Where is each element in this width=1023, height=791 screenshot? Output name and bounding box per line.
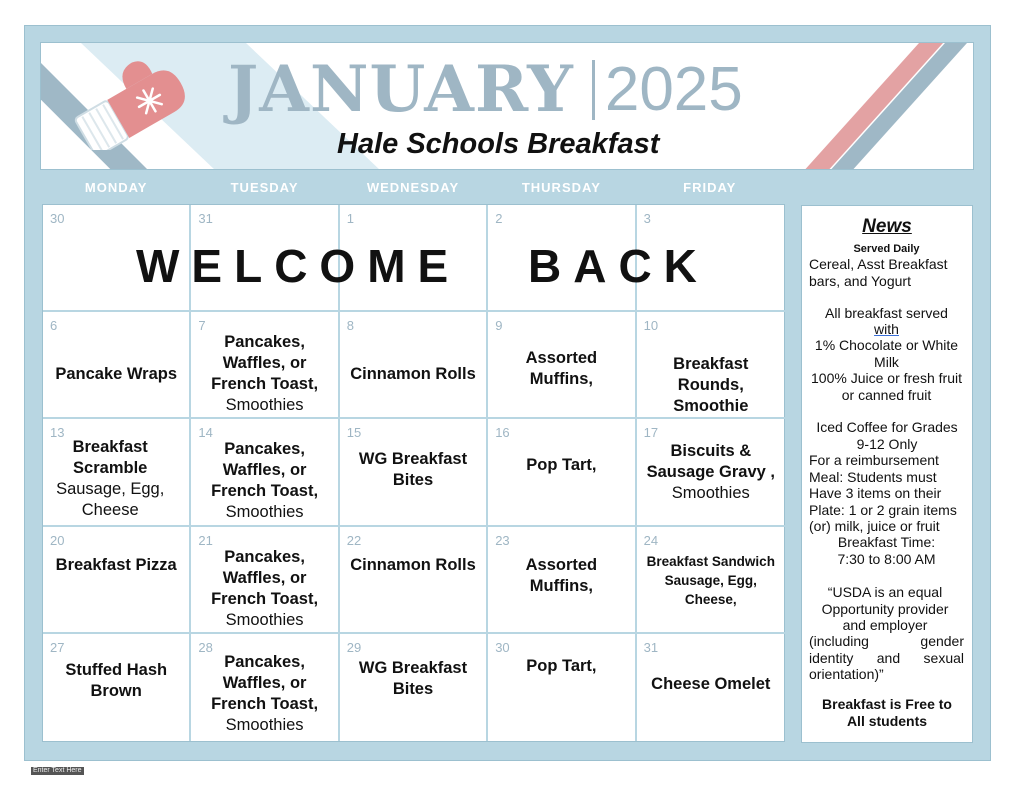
day-number: 27 bbox=[50, 639, 65, 655]
weekday-header-row bbox=[42, 178, 784, 198]
menu-item bbox=[637, 552, 785, 609]
menu-item bbox=[340, 555, 486, 576]
day-number: 14 bbox=[198, 425, 213, 441]
news-time-label: Breakfast Time: bbox=[837, 534, 936, 550]
day-number: 31 bbox=[198, 211, 213, 226]
news-usda: “USDA is an equal Opportunity provider and employer bbox=[821, 584, 949, 633]
menu-item-main: Cinnamon Rolls bbox=[350, 555, 476, 574]
menu-item bbox=[488, 656, 634, 677]
news-daily-items: Cereal, Asst Breakfast bars, and Yogurt bbox=[809, 256, 948, 289]
news-served-with: All breakfast served bbox=[825, 305, 948, 321]
day-number: 30 bbox=[495, 639, 510, 655]
menu-item bbox=[488, 348, 634, 390]
day-number: 1 bbox=[346, 211, 355, 226]
calendar-cell bbox=[637, 419, 785, 526]
day-number: 6 bbox=[50, 318, 58, 334]
day-number: 16 bbox=[495, 425, 510, 441]
calendar-cell bbox=[340, 634, 488, 741]
menu-item-extra: Smoothies bbox=[225, 503, 304, 522]
menu-item-main: WG Breakfast Bites bbox=[358, 658, 468, 698]
calendar-cell bbox=[637, 634, 785, 741]
menu-item bbox=[43, 364, 189, 385]
weekday-friday: FRIDAY bbox=[683, 180, 737, 195]
day-number: 13 bbox=[50, 425, 65, 441]
menu-item-main: Breakfast Pizza bbox=[55, 555, 177, 574]
calendar-cell bbox=[637, 527, 785, 634]
day-number: 17 bbox=[643, 425, 659, 441]
calendar-cell bbox=[488, 634, 636, 741]
menu-item-main: Breakfast Rounds, Smoothie bbox=[673, 355, 749, 416]
menu-item bbox=[191, 332, 337, 416]
news-reimbursement: For a reimbursement Meal: Students must Have 3 items on their Plate: 1 or 2 grain items (or) milk, juice or fruit bbox=[809, 452, 957, 534]
title-divider bbox=[592, 60, 595, 120]
calendar-cell bbox=[191, 312, 339, 419]
title-row bbox=[228, 52, 743, 127]
news-juice: 100% Juice or fresh fruit or canned fruit bbox=[811, 370, 962, 403]
news-panel bbox=[801, 205, 973, 743]
calendar-cell bbox=[340, 527, 488, 634]
menu-item bbox=[191, 652, 337, 736]
back-text: BACK bbox=[528, 240, 709, 292]
day-number: 20 bbox=[50, 532, 65, 548]
calendar-cell bbox=[191, 419, 339, 526]
menu-item-extra: Smoothies bbox=[225, 396, 304, 415]
day-number: 28 bbox=[198, 639, 213, 655]
day-number: 23 bbox=[495, 532, 510, 548]
calendar-cell bbox=[191, 634, 339, 741]
menu-item bbox=[637, 674, 785, 695]
menu-item-main: Cinnamon Rolls bbox=[350, 365, 476, 384]
menu-item-main: Pancake Wraps bbox=[55, 365, 178, 384]
menu-item bbox=[191, 439, 337, 523]
calendar-cell bbox=[43, 312, 191, 419]
calendar-cell bbox=[488, 527, 636, 634]
news-title: News bbox=[862, 216, 912, 237]
news-iced-coffee: Iced Coffee for Grades 9-12 Only bbox=[816, 419, 958, 452]
menu-item-main: Assorted Muffins, bbox=[525, 349, 598, 389]
menu-item bbox=[340, 658, 486, 700]
page-subtitle: Hale Schools Breakfast bbox=[337, 128, 660, 160]
day-number: 31 bbox=[643, 639, 659, 655]
menu-item-main: Breakfast Sandwich Sausage, Egg, Cheese, bbox=[646, 553, 775, 607]
day-number: 9 bbox=[495, 318, 503, 334]
news-usda-b: (including gender identity and sexual orientation)” bbox=[809, 633, 964, 682]
calendar-cell bbox=[43, 634, 191, 741]
menu-item bbox=[488, 555, 634, 597]
calendar-cell bbox=[340, 419, 488, 526]
day-number: 3 bbox=[643, 211, 651, 226]
menu-item-extra: Smoothies bbox=[225, 610, 304, 629]
menu-item-main: Assorted Muffins, bbox=[525, 555, 598, 595]
menu-item-main: Pancakes, Waffles, or French Toast, bbox=[211, 333, 319, 394]
menu-item-main: Biscuits & Sausage Gravy , bbox=[646, 442, 775, 482]
menu-item bbox=[43, 555, 189, 576]
news-served-with-b: with bbox=[874, 321, 899, 337]
menu-item-extra: Smoothies bbox=[225, 715, 304, 734]
news-milk: 1% Chocolate or White Milk bbox=[814, 337, 959, 370]
day-number: 15 bbox=[346, 425, 362, 441]
calendar-cell bbox=[340, 312, 488, 419]
news-time: 7:30 to 8:00 AM bbox=[837, 551, 936, 567]
calendar-cell bbox=[488, 312, 636, 419]
menu-item-main: Pop Tart, bbox=[526, 456, 597, 475]
menu-item bbox=[637, 354, 785, 417]
menu-item-main: Stuffed Hash Brown bbox=[65, 660, 168, 700]
menu-item bbox=[340, 364, 486, 385]
menu-item-main: Cheese Omelet bbox=[651, 674, 771, 693]
day-number: 7 bbox=[198, 318, 206, 334]
calendar-cell bbox=[43, 527, 191, 634]
calendar-cell bbox=[488, 419, 636, 526]
menu-item bbox=[488, 455, 634, 476]
title-month: JANUARY bbox=[228, 52, 574, 127]
menu-item-main: Pancakes, Waffles, or French Toast, bbox=[211, 440, 319, 501]
menu-item-extra: Sausage, Egg, Cheese bbox=[56, 480, 165, 520]
day-number: 30 bbox=[50, 211, 65, 226]
menu-item-main: Pancakes, Waffles, or French Toast, bbox=[211, 547, 319, 608]
mitten-icon bbox=[62, 50, 192, 150]
weekday-monday: MONDAY bbox=[84, 180, 148, 195]
weekday-thursday: THURSDAY bbox=[521, 180, 601, 195]
weekday-wednesday: WEDNESDAY bbox=[366, 180, 460, 195]
menu-item-main: Pop Tart, bbox=[526, 656, 597, 675]
weekday-tuesday: TUESDAY bbox=[230, 180, 299, 195]
calendar-cell bbox=[637, 312, 785, 419]
title-year: 2025 bbox=[604, 55, 743, 124]
day-number: 24 bbox=[643, 532, 659, 548]
menu-item bbox=[191, 547, 337, 631]
menu-item-main: WG Breakfast Bites bbox=[358, 450, 468, 490]
day-number: 10 bbox=[643, 318, 659, 334]
menu-item bbox=[637, 441, 785, 504]
menu-item-main: Breakfast Scramble bbox=[72, 438, 148, 478]
day-number: 2 bbox=[495, 211, 503, 226]
day-number: 22 bbox=[346, 532, 362, 548]
menu-item bbox=[43, 437, 177, 521]
menu-item bbox=[340, 449, 486, 491]
day-number: 29 bbox=[346, 639, 362, 655]
menu-item-main: Pancakes, Waffles, or French Toast, bbox=[211, 652, 319, 713]
news-served-daily: Served Daily bbox=[853, 243, 920, 255]
menu-item bbox=[43, 660, 189, 702]
text-placeholder[interactable]: Enter Text Here bbox=[33, 767, 82, 774]
calendar-cell bbox=[191, 527, 339, 634]
menu-item-extra: Smoothies bbox=[671, 484, 750, 503]
welcome-text: WELCOME bbox=[136, 240, 461, 292]
news-free: Breakfast is Free to All students bbox=[822, 696, 952, 729]
day-number: 21 bbox=[198, 532, 213, 548]
day-number: 8 bbox=[346, 318, 355, 334]
calendar-cell bbox=[43, 419, 191, 526]
